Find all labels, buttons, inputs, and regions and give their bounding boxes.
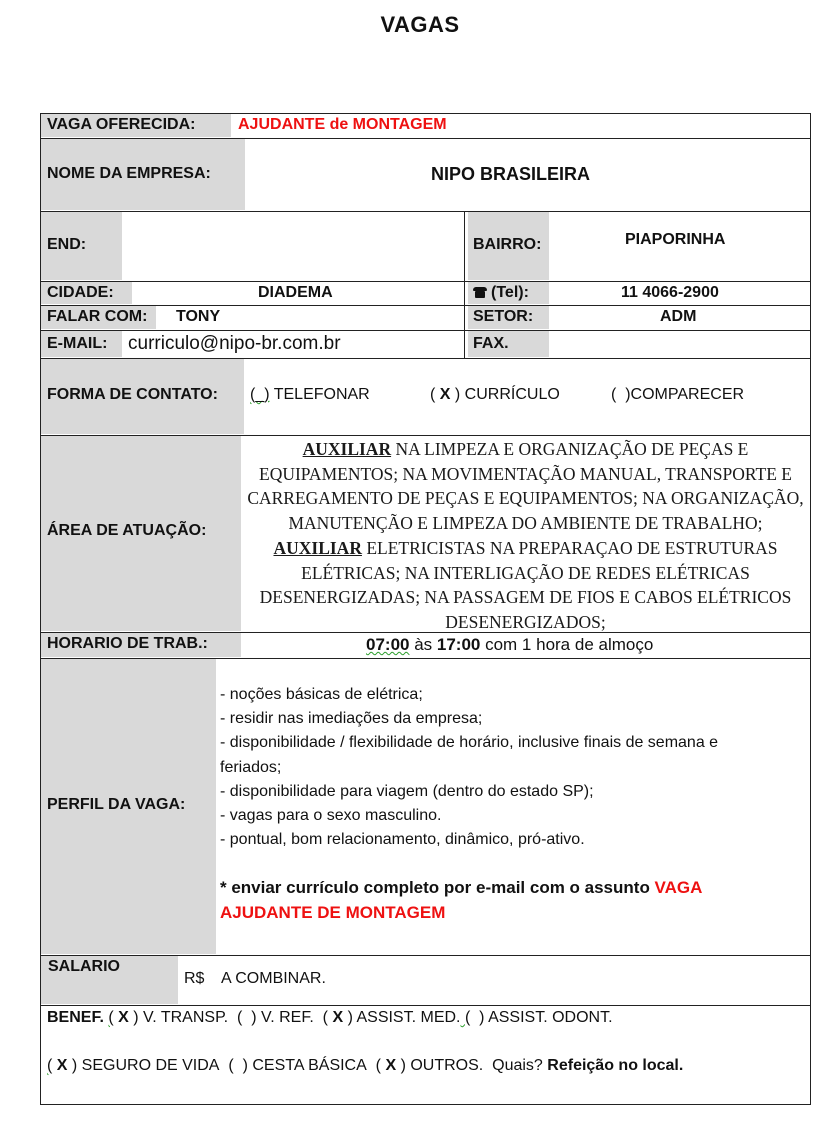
endereco-label: END: <box>47 236 87 253</box>
falar-com-value: TONY <box>176 308 221 325</box>
benef-cesta-basica[interactable]: ( ) CESTA BÁSICA <box>228 1057 367 1074</box>
perfil-item: - disponibilidade / flexibilidade de horário, inclusive finais de semana e <box>220 734 719 752</box>
row-empresa <box>41 139 810 212</box>
perfil-item: feriados; <box>220 758 282 776</box>
column-divider <box>464 331 465 358</box>
bairro-label: BAIRRO: <box>473 236 542 253</box>
setor-label: SETOR: <box>473 308 534 325</box>
benef-assist-odont[interactable]: ( ) ASSIST. ODONT. <box>464 1009 613 1026</box>
contato-option-comparecer[interactable]: ( )COMPARECER <box>611 386 745 403</box>
benef-v-ref[interactable]: ( ) V. REF. <box>237 1009 314 1026</box>
row-cidade <box>41 282 810 306</box>
salario-value: A COMBINAR. <box>221 970 326 987</box>
row-beneficios <box>41 1006 810 1104</box>
salario-label: SALARIO <box>48 958 120 975</box>
contato-option-curriculo[interactable]: ( X ) CURRÍCULO <box>430 386 560 403</box>
telefone-label-wrap <box>473 284 529 302</box>
perfil-item: - noções básicas de elétrica; <box>220 686 423 703</box>
quais-label: Quais? <box>492 1057 543 1074</box>
row-endereco <box>41 212 810 282</box>
horario-value: 07:00 às 17:00 com 1 hora de almoço <box>366 635 654 654</box>
row-email <box>41 331 810 359</box>
area-text-2: ELETRICISTAS NA PREPARAÇAO DE ESTRUTURAS ELÉTRICAS; NA INTERLIGAÇÃO DE REDES ELÉTRICAS DESENERGIZADAS; NA PASSAGEM DE FIOS E CABOS ELÉTRICOS DESENERGIZADOS; <box>259 537 792 632</box>
forma-contato-label: FORMA DE CONTATO: <box>47 386 218 403</box>
bairro-value: PIAPORINHA <box>625 231 726 248</box>
area-emphasis-2: AUXILIAR <box>273 537 362 558</box>
row-vaga <box>41 114 810 139</box>
horario-label: HORARIO DE TRAB.: <box>47 635 208 652</box>
perfil-list <box>220 683 718 925</box>
perfil-note: * enviar currículo completo por e-mail com o assunto VAGA <box>220 878 703 898</box>
setor-value: ADM <box>660 308 697 325</box>
salario-currency: R$ <box>184 970 205 987</box>
perfil-note-subject: AJUDANTE DE MONTAGEM <box>220 902 446 922</box>
document-title: VAGAS <box>380 12 460 37</box>
telefone-value: 11 4066-2900 <box>621 284 719 301</box>
contato-option-telefonar[interactable]: (_) TELEFONAR <box>250 386 370 403</box>
cidade-value: DIADEMA <box>258 284 333 301</box>
benef-assist-med[interactable]: ( X ) ASSIST. MED. <box>322 1009 461 1026</box>
email-label: E-MAIL: <box>47 335 108 352</box>
job-form <box>40 113 811 1105</box>
cidade-label: CIDADE: <box>47 284 114 301</box>
area-text-1: NA LIMPEZA E ORGANIZAÇÃO DE PEÇAS E EQUIPAMENTOS; NA MOVIMENTAÇÃO MANUAL, TRANSPORTE E CARREGAMENTO DE PEÇAS E EQUIPAMENTOS; NA ORGANIZAÇÃO, MANUTENÇÃO E LIMPEZA DO AMBIENTE DE TRABALHO; <box>247 439 804 534</box>
area-atuacao-text <box>243 437 808 635</box>
empresa-label: NOME DA EMPRESA: <box>47 165 211 182</box>
row-area-atuacao <box>41 436 810 633</box>
beneficios-line-1 <box>47 1009 613 1027</box>
benef-outros[interactable]: ( X ) OUTROS. <box>375 1057 484 1074</box>
perfil-item: - vagas para o sexo masculino. <box>220 807 442 825</box>
benef-seguro-vida[interactable]: ( X ) SEGURO DE VIDA <box>47 1057 220 1074</box>
empresa-value: NIPO BRASILEIRA <box>431 164 591 184</box>
perfil-item: - residir nas imediações da empresa; <box>220 710 483 728</box>
vaga-value: AJUDANTE de MONTAGEM <box>238 116 447 133</box>
benef-v-transp[interactable]: ( X ) V. TRANSP. <box>108 1009 229 1026</box>
area-atuacao-label: ÁREA DE ATUAÇÃO: <box>47 522 207 539</box>
row-salario <box>41 956 810 1006</box>
fax-label: FAX. <box>473 335 509 352</box>
row-falar-com <box>41 306 810 331</box>
column-divider <box>464 306 465 330</box>
telefone-label: (Tel): <box>491 284 529 301</box>
beneficios-line-2 <box>47 1057 683 1075</box>
row-forma-contato <box>41 359 810 436</box>
quais-value: Refeição no local. <box>547 1057 684 1074</box>
row-horario <box>41 633 810 659</box>
email-value[interactable]: curriculo@nipo-br.com.br <box>128 333 341 354</box>
beneficios-label: BENEF. <box>47 1009 104 1026</box>
area-emphasis-1: AUXILIAR <box>302 439 392 459</box>
column-divider <box>464 212 465 281</box>
vaga-label: VAGA OFERECIDA: <box>47 116 196 133</box>
perfil-label: PERFIL DA VAGA: <box>47 796 186 813</box>
perfil-item: - pontual, bom relacionamento, dinâmico, pró-ativo. <box>220 831 585 849</box>
perfil-item: - disponibilidade para viagem (dentro do estado SP); <box>220 782 594 800</box>
row-perfil <box>41 659 810 956</box>
column-divider <box>464 282 465 305</box>
falar-com-label: FALAR COM: <box>47 308 148 325</box>
telephone-icon <box>473 287 487 298</box>
